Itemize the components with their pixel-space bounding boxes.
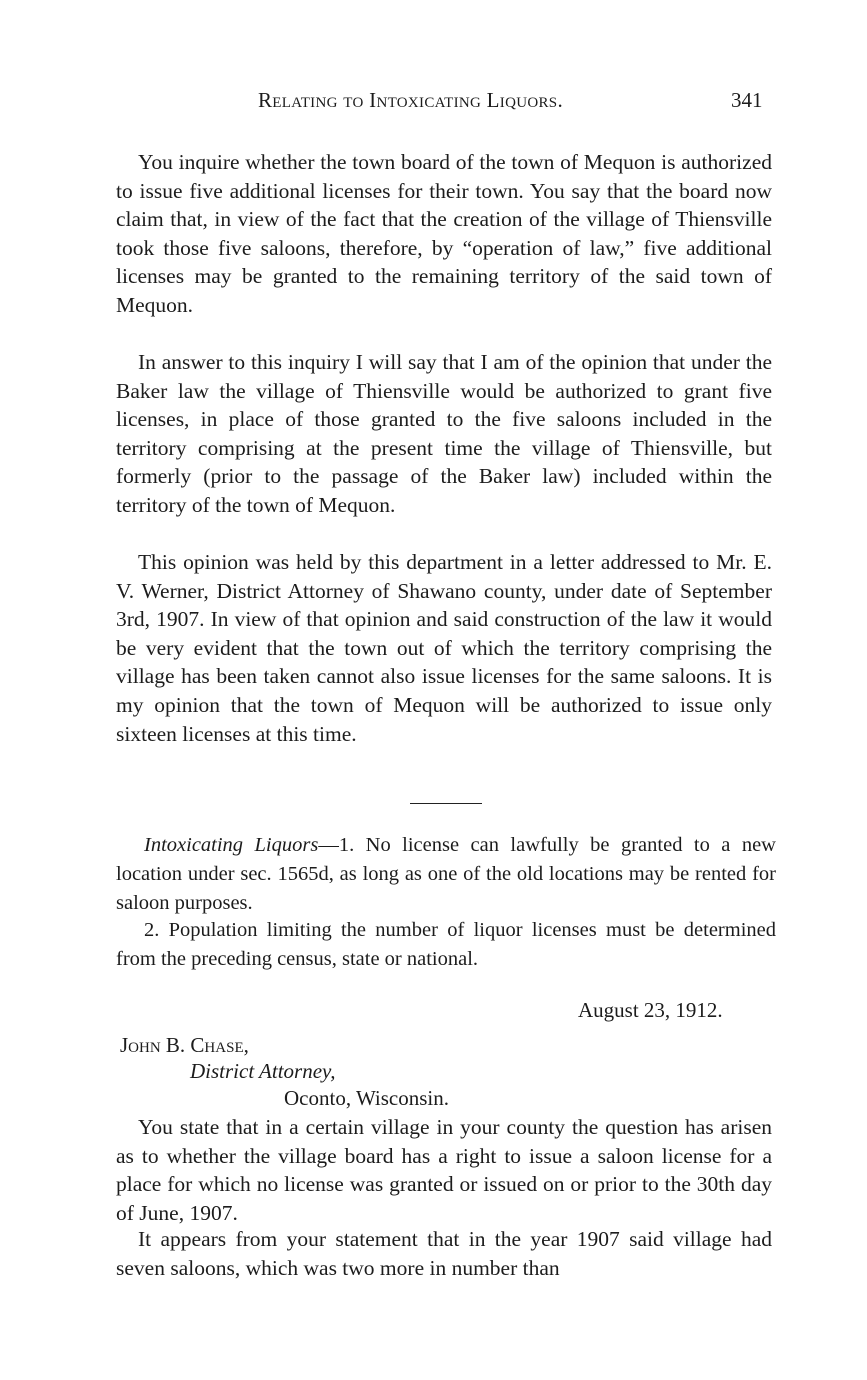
letter-date: August 23, 1912. bbox=[578, 998, 723, 1022]
section-divider bbox=[410, 803, 482, 804]
body-paragraph-3: This opinion was held by this department in a letter addressed to Mr. E. V. Werner, District Attorney of Shawano county, under date of September 3rd, 1907. In view of that opinion and said construction of the law it would be very evident that the town out of which the territory comprising the village has been taken cannot also issue licenses for the same saloons. It is my opinion that the town of Mequon will be authorized to issue only sixteen licenses at this time. bbox=[116, 550, 772, 746]
syllabus-item-2: 2. Population limiting the number of liquor licenses must be determined from the preceding census, state or national. bbox=[116, 919, 776, 970]
syllabus-text-1: —1. No license can lawfully be granted to a new location under sec. 1565d, as long as one of the old locations may be rented for saloon purposes. bbox=[116, 834, 776, 914]
body-paragraph-2: In answer to this inquiry I will say that I am of the opinion that under the Baker law the village of Thiensville would be authorized to grant five licenses, in place of those granted to the five saloons included in the territory comprising at the present time the village of Thiensville, but formerly (prior to the passage of the Baker law) included within the territory of the town of Mequon. bbox=[116, 350, 772, 517]
page-number: 341 bbox=[731, 88, 763, 112]
running-head: Relating to Intoxicating Liquors. bbox=[258, 88, 563, 112]
addressee-title: District Attorney, bbox=[190, 1059, 336, 1083]
letter-paragraph-1: You state that in a certain village in your county the question has arisen as to whether the village board has a right to issue a saloon license for a place for which no license was granted or issued on or prior to the 30th day of June, 1907. bbox=[116, 1115, 772, 1225]
syllabus-item-1 bbox=[116, 831, 776, 918]
body-paragraph-1: You inquire whether the town board of the town of Mequon is authorized to issue five additional licenses for their town. You say that the board now claim that, in view of the fact that the creation of the village of Thiensville took those five saloons, therefore, by “operation of law,” five additional licenses may be granted to the remaining territory of the said town of Mequon. bbox=[116, 150, 772, 317]
letter-paragraph-2: It appears from your statement that in the year 1907 said village had seven saloons, which was two more in number than bbox=[116, 1227, 772, 1280]
addressee-place: Oconto, Wisconsin. bbox=[284, 1086, 450, 1110]
page-header bbox=[0, 88, 867, 122]
addressee-name: John B. Chase, bbox=[120, 1033, 249, 1057]
syllabus-label: Intoxicating Liquors bbox=[144, 834, 319, 856]
